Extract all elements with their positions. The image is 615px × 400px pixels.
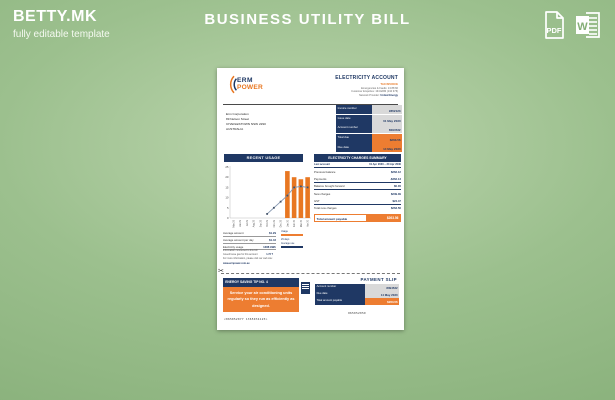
charges-summary bbox=[314, 154, 401, 222]
enquiries-line: Customer Enquiries: 134 ERM (134 376) bbox=[351, 90, 398, 94]
biller-logo bbox=[301, 282, 310, 294]
scissors-icon: ✂ bbox=[218, 268, 224, 275]
energy-tip-body: Service your air conditioning units regularly so they run as efficiently as designed. bbox=[223, 287, 299, 312]
svg-text:Sep 29: Sep 29 bbox=[260, 220, 263, 228]
legend-average-swatch bbox=[281, 246, 303, 249]
address-line: Erm Corporation bbox=[226, 112, 249, 116]
word-file-icon[interactable] bbox=[574, 10, 602, 40]
page-title: BUSINESS UTILITY BILL bbox=[204, 11, 411, 28]
cut-line bbox=[221, 273, 400, 274]
invoice-summary-table bbox=[336, 105, 402, 153]
bill-info bbox=[223, 249, 285, 266]
legend-usage-label: Usage bbox=[281, 230, 288, 234]
emergencies-line: Emergencies & Faults: 13 88 66 bbox=[361, 86, 398, 90]
table-row: Account number 8094532 bbox=[316, 285, 398, 290]
brand-logo: BETTY.MK bbox=[13, 8, 97, 25]
legend-average-label: Average use bbox=[281, 241, 295, 245]
svg-text:Oct 29: Oct 29 bbox=[267, 220, 270, 227]
usage-chart bbox=[220, 163, 313, 230]
table-row-due-date: Due date 14 May 2030 bbox=[337, 144, 401, 152]
recent-usage-header: RECENT USAGE bbox=[224, 154, 303, 162]
stat-row: Electricity usage 1388 kWh bbox=[223, 244, 276, 249]
table-row-total-due: Total due $263.56 bbox=[337, 134, 401, 142]
payment-slip bbox=[315, 277, 399, 315]
svg-text:W: W bbox=[577, 21, 588, 33]
svg-text:May 29: May 29 bbox=[233, 220, 236, 228]
logo-arcs-icon bbox=[225, 75, 237, 94]
table-row-total: Total amount payable $263.56 bbox=[316, 299, 398, 305]
table-row: Invoice number 9652123 bbox=[337, 106, 401, 113]
svg-text:5: 5 bbox=[226, 205, 229, 210]
greenhouse-row: Greenhouse gas for this account 1.73 T bbox=[223, 253, 273, 257]
svg-text:20: 20 bbox=[225, 175, 229, 180]
customer-address bbox=[226, 112, 266, 132]
billing-period-row: Last account 01 Apr 2030 – 30 Apr 2030 bbox=[314, 163, 401, 167]
svg-text:Jun 29: Jun 29 bbox=[240, 220, 243, 227]
logo-text-power: POWER bbox=[237, 83, 263, 91]
stat-row: Average amount per day $1.42 bbox=[223, 237, 276, 242]
svg-text:PDF: PDF bbox=[546, 26, 562, 35]
svg-text:Jan 30: Jan 30 bbox=[287, 220, 290, 227]
payment-slip-title: PAYMENT SLIP bbox=[360, 277, 397, 282]
table-row: Issue date 01 May 2030 bbox=[337, 115, 401, 123]
svg-text:Dec 29: Dec 29 bbox=[280, 220, 283, 228]
address-line: 89 Nelson Street bbox=[226, 116, 250, 121]
svg-text:Nov 29: Nov 29 bbox=[273, 220, 276, 228]
logo-text-erm: ERM bbox=[237, 76, 253, 84]
chart-legend bbox=[281, 229, 303, 249]
svg-text:Mar 30: Mar 30 bbox=[300, 220, 303, 228]
charges-summary-header: ELECTRICITY CHARGES SUMMARY bbox=[314, 154, 401, 162]
total-amount-payable-row: Total amount payable $263.56 bbox=[314, 214, 401, 222]
network-line: Network Provider: United Energy bbox=[359, 94, 398, 98]
svg-text:10: 10 bbox=[225, 195, 229, 200]
svg-text:25: 25 bbox=[225, 165, 229, 169]
address-line: AUSTRALIA bbox=[226, 126, 244, 131]
svg-text:Aug 29: Aug 29 bbox=[253, 220, 256, 228]
info-more: For more information, please visit our web site: bbox=[223, 257, 273, 261]
stat-row: Average amount $1.29 bbox=[223, 231, 276, 235]
svg-text:Jul 29: Jul 29 bbox=[246, 220, 249, 227]
account-title: ELECTRICITY ACCOUNT bbox=[335, 75, 398, 81]
svg-text:0: 0 bbox=[226, 216, 229, 220]
svg-text:15: 15 bbox=[225, 185, 229, 190]
erm-power-logo bbox=[225, 75, 263, 94]
barcode-text-left: <065052077 1365034123> bbox=[224, 317, 268, 321]
energy-tip-header: ENERGY SAVING TIP NO. 4 bbox=[223, 278, 299, 287]
charges-row: Payments -$262.12 bbox=[314, 175, 401, 183]
charges-row: Balance brought forward $0.00 bbox=[314, 183, 401, 191]
account-header bbox=[335, 75, 398, 97]
address-line: CHARLESTOWN NSW 2290 bbox=[226, 121, 266, 126]
usage-stats bbox=[223, 230, 276, 250]
legend-days-label: 29 days bbox=[281, 237, 290, 241]
bill-document bbox=[217, 68, 404, 330]
table-row: Account number 8094532 bbox=[337, 125, 401, 133]
table-row: Due date 14 May 2030 bbox=[316, 292, 398, 297]
website-link[interactable]: www.ermpower.com.au bbox=[223, 261, 250, 265]
svg-text:Feb 30: Feb 30 bbox=[294, 220, 297, 228]
download-icons bbox=[541, 10, 602, 40]
barcode-text-right: 065052059 bbox=[348, 310, 366, 315]
brand-tagline: fully editable template bbox=[13, 29, 110, 40]
pdf-file-icon[interactable] bbox=[541, 10, 567, 40]
charges-row: New charges $239.09 bbox=[314, 191, 401, 196]
tax-invoice-label: TAX INVOICE bbox=[380, 82, 398, 86]
legend-usage-swatch bbox=[281, 234, 303, 237]
charges-row: Previous balance $262.12 bbox=[314, 169, 401, 174]
charges-row: Total new charges $263.56 bbox=[314, 206, 401, 211]
svg-text:Apr 30: Apr 30 bbox=[307, 220, 310, 227]
charges-row: GST $24.47 bbox=[314, 197, 401, 205]
info-heading: Information connected to this bill: bbox=[223, 249, 258, 252]
